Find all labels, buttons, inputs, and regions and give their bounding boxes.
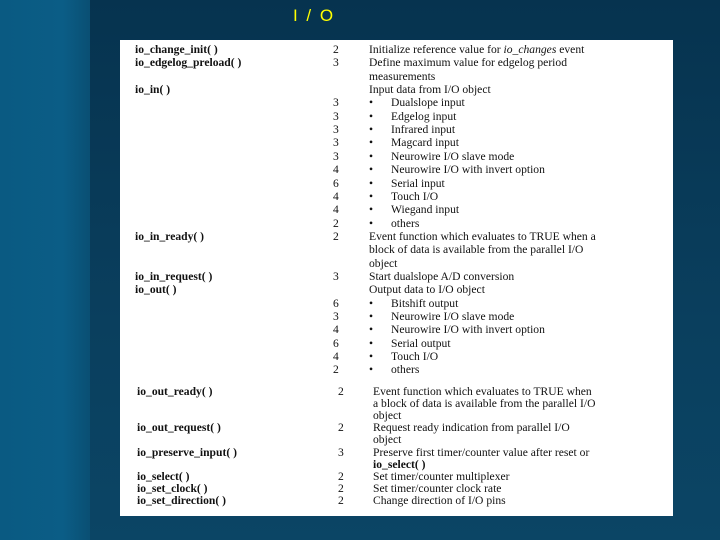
- byte-count: 3: [333, 123, 339, 137]
- table-row: [120, 70, 673, 84]
- item-description: others: [391, 363, 420, 377]
- item-description: Serial output: [391, 336, 451, 350]
- byte-count: 3: [333, 109, 339, 123]
- table-row: [120, 350, 673, 364]
- description: [369, 257, 397, 270]
- bullet-marker: •: [369, 363, 374, 377]
- bullet-marker: •: [369, 163, 374, 177]
- function-name: io_select( ): [137, 469, 190, 483]
- table-row: [120, 243, 673, 257]
- table-row: [120, 56, 673, 70]
- table-row: [120, 190, 673, 204]
- description: [373, 397, 595, 410]
- description-text: Preserve first timer/counter value after reset or: [373, 445, 590, 459]
- function-name: io_set_clock( ): [137, 481, 208, 495]
- description: [373, 421, 570, 434]
- description-text: Set timer/counter multiplexer: [373, 469, 510, 483]
- item-description: Touch I/O: [391, 189, 439, 203]
- byte-count: 3: [333, 149, 339, 163]
- function-name: io_in( ): [135, 83, 171, 97]
- item-description: Neurowire I/O with invert option: [391, 323, 545, 337]
- description-text: object: [373, 409, 402, 423]
- slide-title: I / O: [292, 6, 336, 25]
- description-text: Output data to I/O object: [369, 283, 485, 297]
- table-row: [120, 150, 673, 164]
- description-text: a block of data is available from the parallel I/O: [373, 397, 596, 411]
- description: [369, 283, 485, 296]
- byte-count: 4: [333, 323, 339, 337]
- byte-count: 4: [333, 350, 339, 364]
- table-row: [120, 96, 673, 110]
- byte-count: 2: [338, 385, 344, 398]
- description: [373, 494, 506, 507]
- table-row: [120, 337, 673, 351]
- description-text: Request ready indication from parallel I/O: [373, 421, 570, 435]
- description-text: object: [373, 433, 402, 447]
- description-text: Initialize reference value for: [369, 43, 504, 56]
- description: [369, 270, 514, 283]
- description-text: Define maximum value for edgelog period: [369, 56, 567, 70]
- description: [369, 43, 584, 56]
- bullet-marker: •: [369, 136, 374, 150]
- bullet-marker: •: [369, 109, 374, 123]
- byte-count: 6: [333, 336, 339, 350]
- item-description: Neurowire I/O slave mode: [391, 149, 515, 163]
- description: [373, 433, 401, 446]
- item-description: Neurowire I/O with invert option: [391, 163, 545, 177]
- item-description: Touch I/O: [391, 350, 439, 364]
- byte-count: 2: [333, 43, 339, 56]
- description: [373, 470, 510, 483]
- description-text: Set timer/counter clock rate: [373, 481, 502, 495]
- bullet-marker: •: [369, 336, 374, 350]
- description-tail: event: [556, 43, 585, 56]
- byte-count: 2: [333, 229, 339, 243]
- table-row: [120, 43, 673, 57]
- table-row: [120, 363, 673, 377]
- byte-count: 2: [333, 216, 339, 230]
- description-text: object: [369, 256, 398, 270]
- description-text: Event function which evaluates to TRUE when: [373, 385, 592, 398]
- table-row: [120, 283, 673, 297]
- byte-count: 6: [333, 176, 339, 190]
- bullet-marker: •: [369, 176, 374, 190]
- function-name: io_in_ready( ): [135, 229, 205, 243]
- function-name: io_preserve_input( ): [137, 445, 237, 459]
- table-row: [120, 136, 673, 150]
- byte-count: 6: [333, 296, 339, 310]
- function-name: io_in_request( ): [135, 269, 213, 283]
- description: [369, 243, 583, 256]
- bullet-marker: •: [369, 149, 374, 163]
- description-text: block of data is available from the parallel I/O: [369, 243, 584, 257]
- byte-count: 4: [333, 203, 339, 217]
- table-row: [120, 217, 673, 231]
- item-description: Serial input: [391, 176, 445, 190]
- table-row: [120, 83, 673, 97]
- bullet-marker: •: [369, 323, 374, 337]
- byte-count: 2: [333, 363, 339, 377]
- byte-count: 2: [338, 493, 344, 507]
- description: [369, 230, 596, 243]
- table-row: [120, 323, 673, 337]
- function-name: io_out( ): [135, 283, 177, 297]
- bullet-marker: •: [369, 310, 374, 323]
- bullet-marker: •: [369, 203, 374, 217]
- table-row: [120, 163, 673, 177]
- function-name: io_out_ready( ): [137, 385, 213, 398]
- description-text: Event function which evaluates to TRUE when a: [369, 229, 596, 243]
- description: [369, 70, 435, 83]
- byte-count: 2: [338, 481, 344, 495]
- description: io_select( ): [373, 457, 426, 471]
- table-row: [120, 110, 673, 124]
- table-row: [120, 270, 673, 284]
- item-description: Infrared input: [391, 123, 456, 137]
- left-accent-band: [0, 0, 90, 540]
- item-description: Wiegand input: [391, 203, 460, 217]
- description-text: Input data from I/O object: [369, 83, 491, 97]
- bullet-marker: •: [369, 216, 374, 230]
- bullet-marker: •: [369, 96, 374, 110]
- bullet-marker: •: [369, 189, 374, 203]
- description-text: Start dualslope A/D conversion: [369, 269, 515, 283]
- bullet-marker: •: [369, 350, 374, 364]
- table-row: [120, 310, 673, 324]
- description-text: measurements: [369, 69, 436, 83]
- function-name: io_set_direction( ): [137, 493, 226, 507]
- item-description: Edgelog input: [391, 109, 457, 123]
- byte-count: 3: [333, 96, 339, 110]
- description: [373, 482, 501, 495]
- byte-count: 3: [333, 56, 339, 70]
- byte-count: 4: [333, 189, 339, 203]
- function-name: io_edgelog_preload( ): [135, 56, 242, 70]
- table-row: [120, 257, 673, 271]
- table-row: [120, 177, 673, 191]
- bullet-marker: •: [369, 296, 374, 310]
- description: [369, 83, 491, 96]
- description-text: Change direction of I/O pins: [373, 493, 506, 507]
- description: [369, 56, 567, 69]
- function-name: io_out_request( ): [137, 421, 221, 435]
- item-description: Neurowire I/O slave mode: [391, 310, 515, 323]
- bullet-marker: •: [369, 123, 374, 137]
- byte-count: 2: [338, 421, 344, 435]
- description-italic: io_changes: [503, 43, 557, 56]
- item-description: Magcard input: [391, 136, 459, 150]
- table-row: [120, 203, 673, 217]
- item-description: others: [391, 216, 420, 230]
- byte-count: 3: [333, 136, 339, 150]
- table-row: [120, 230, 673, 244]
- byte-count: 3: [338, 445, 344, 459]
- description: [373, 409, 401, 422]
- function-table: [120, 40, 673, 516]
- function-name: io_change_init( ): [135, 43, 218, 56]
- description: [373, 385, 592, 398]
- description: [373, 446, 589, 459]
- byte-count: 2: [338, 469, 344, 483]
- byte-count: 4: [333, 163, 339, 177]
- byte-count: 3: [333, 269, 339, 283]
- table-row: [120, 123, 673, 137]
- byte-count: 3: [333, 310, 339, 323]
- item-description: Dualslope input: [391, 96, 465, 110]
- table-row: [120, 494, 673, 508]
- table-row: [120, 297, 673, 311]
- item-description: Bitshift output: [391, 296, 459, 310]
